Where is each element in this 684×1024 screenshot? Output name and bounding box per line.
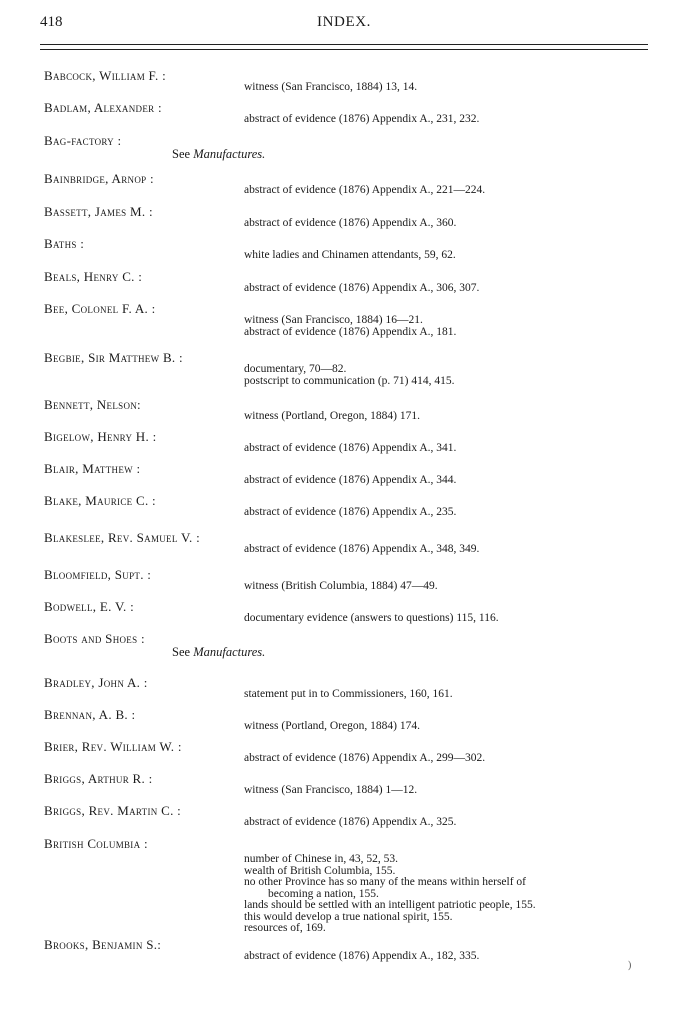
entry-heading: Bag-factory : [44, 133, 122, 148]
entry-heading: Badlam, Alexander : [44, 100, 162, 115]
entry-references [244, 411, 420, 423]
entry-heading: Boots and Shoes : [44, 631, 145, 646]
entry-references [244, 507, 456, 519]
entry-references [244, 315, 456, 338]
reference-line: documentary evidence (answers to questions) 115, 116. [244, 612, 499, 624]
see-also-prefix: See [172, 645, 191, 659]
reference-line: witness (Portland, Oregon, 1884) 174. [244, 720, 420, 732]
entry-references [244, 250, 456, 262]
entry-heading: Bigelow, Henry H. : [44, 429, 157, 444]
entry-heading: Begbie, Sir Matthew B. : [44, 350, 183, 365]
entry-heading: Bee, Colonel F. A. : [44, 301, 156, 316]
reference-line: white ladies and Chinamen attendants, 59, 62. [244, 249, 456, 261]
reference-line: abstract of evidence (1876) Appendix A., 344. [244, 474, 457, 486]
entry-heading: Baths : [44, 236, 85, 251]
reference-line: witness (Portland, Oregon, 1884) 171. [244, 410, 420, 422]
entry-references [244, 817, 456, 829]
entry-heading: Beals, Henry C. : [44, 269, 143, 284]
see-also [172, 147, 265, 162]
see-also-prefix: See [172, 147, 191, 161]
reference-line: no other Province has so many of the means within herself of [244, 876, 527, 888]
entry-references [244, 854, 536, 935]
see-also-target: Manufactures. [193, 147, 266, 161]
page-title: INDEX. [316, 14, 371, 30]
header-rule-thick [40, 49, 648, 50]
entry-references [244, 544, 479, 556]
entry-heading: Bassett, James M. : [44, 204, 153, 219]
reference-line: number of Chinese in, 43, 52, 53. [244, 853, 398, 865]
entry-references [244, 689, 453, 701]
entry-heading: Brooks, Benjamin S.: [44, 937, 162, 952]
entry-references [244, 218, 456, 230]
entry-heading: Babcock, William F. : [44, 68, 167, 83]
entry-heading: Brier, Rev. William W. : [44, 739, 182, 754]
entry-heading: Briggs, Arthur R. : [44, 771, 153, 786]
page-number: 418 [40, 14, 63, 30]
reference-line: lands should be settled with an intelligent patriotic people, 155. [244, 899, 536, 911]
entry-references [244, 951, 479, 963]
entry-heading: Bainbridge, Arnop : [44, 171, 154, 186]
entry-heading: Brennan, A. B. : [44, 707, 136, 722]
reference-line: abstract of evidence (1876) Appendix A., 360. [244, 217, 457, 229]
reference-line: abstract of evidence (1876) Appendix A., 182, 335. [244, 950, 480, 962]
reference-line: abstract of evidence (1876) Appendix A., 299—302. [244, 752, 486, 764]
reference-line: documentary, 70—82. [244, 363, 347, 375]
entry-heading: Blakeslee, Rev. Samuel V. : [44, 530, 200, 545]
entry-references [244, 581, 438, 593]
running-header [40, 14, 648, 38]
reference-line: this would develop a true national spirit, 155. [244, 910, 453, 923]
entry-references [244, 283, 479, 295]
reference-line: abstract of evidence (1876) Appendix A., 306, 307. [244, 282, 480, 294]
entry-references [244, 364, 455, 387]
reference-line: witness (San Francisco, 1884) 13, 14. [244, 81, 418, 93]
reference-line: abstract of evidence (1876) Appendix A., 348, 349. [244, 543, 480, 555]
entry-heading: Blair, Matthew : [44, 461, 141, 476]
reference-line: abstract of evidence (1876) Appendix A., 221—224. [244, 184, 486, 196]
entry-references [244, 613, 499, 625]
entry-heading: Bloomfield, Supt. : [44, 567, 152, 582]
see-also [172, 645, 265, 660]
entry-heading: Bodwell, E. V. : [44, 599, 134, 614]
entry-references [244, 785, 417, 797]
reference-line: becoming a nation, 155. [268, 887, 379, 900]
entry-references [244, 443, 456, 455]
header-rule-thin [40, 44, 648, 45]
entry-references [244, 82, 417, 94]
reference-line: resources of, 169. [244, 922, 326, 934]
entry-references [244, 185, 485, 197]
reference-line: postscript to communication (p. 71) 414, 415. [244, 374, 455, 387]
reference-line: abstract of evidence (1876) Appendix A., 231, 232. [244, 113, 480, 125]
reference-line: wealth of British Columbia, 155. [244, 864, 396, 877]
reference-line: witness (San Francisco, 1884) 16—21. [244, 314, 423, 326]
reference-line: statement put in to Commissioners, 160, 161. [244, 688, 453, 700]
entry-references [244, 114, 479, 126]
entry-references [244, 475, 456, 487]
margin-mark: ) [628, 960, 632, 971]
reference-line: abstract of evidence (1876) Appendix A., 235. [244, 506, 457, 518]
entry-heading: Briggs, Rev. Martin C. : [44, 803, 182, 818]
entry-references [244, 721, 420, 733]
reference-line: abstract of evidence (1876) Appendix A., 341. [244, 442, 457, 454]
entry-heading: Blake, Maurice C. : [44, 493, 156, 508]
entry-heading: Bennett, Nelson: [44, 397, 141, 412]
reference-line: abstract of evidence (1876) Appendix A., 181. [244, 325, 457, 338]
see-also-target: Manufactures. [193, 645, 266, 659]
entry-heading: Bradley, John A. : [44, 675, 148, 690]
entry-references [244, 753, 485, 765]
reference-line: witness (San Francisco, 1884) 1—12. [244, 784, 418, 796]
reference-line: abstract of evidence (1876) Appendix A., 325. [244, 816, 457, 828]
entry-heading: British Columbia : [44, 836, 148, 851]
reference-line: witness (British Columbia, 1884) 47—49. [244, 580, 438, 592]
